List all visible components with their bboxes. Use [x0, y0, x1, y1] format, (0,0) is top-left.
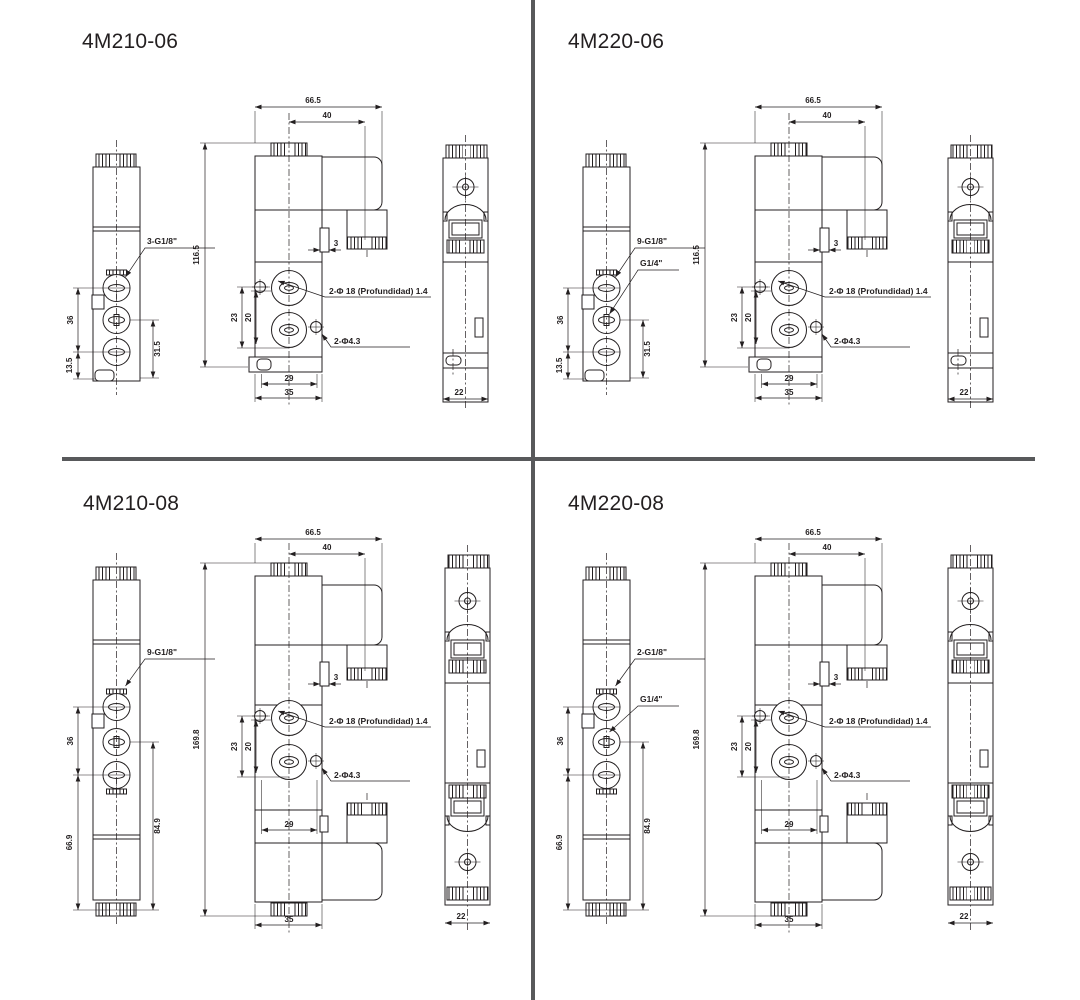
model-title-4m220-08: 4M220-08 — [568, 492, 665, 515]
dim-end-width: 22 — [456, 912, 466, 921]
dim-coil-width: 40 — [822, 111, 832, 120]
side-view — [192, 96, 431, 405]
dim-port-span: 36 — [66, 315, 75, 325]
dim-hole-span-inner: 20 — [744, 742, 753, 751]
model-title-4m210-06: 4M210-06 — [82, 30, 179, 53]
end-view — [445, 545, 490, 932]
dim-end-width: 22 — [959, 912, 969, 921]
port-label: 3-G1/8" — [147, 236, 178, 246]
mount-holes-note: 2-Φ4.3 — [334, 336, 361, 346]
port-label-2: G1/4" — [640, 694, 663, 704]
counterbore-note: 2-Φ 18 (Profundidad) 1.4 — [829, 716, 928, 726]
front-view — [65, 140, 215, 395]
counterbore-note: 2-Φ 18 (Profundidad) 1.4 — [329, 286, 428, 296]
dim-hole-span-inner: 20 — [244, 742, 253, 751]
dim-total-height: 116.5 — [692, 245, 701, 265]
dim-hole-span-inner: 20 — [744, 313, 753, 322]
dim-port-span: 36 — [66, 736, 75, 746]
dim-port-height: 84.9 — [643, 818, 652, 834]
mount-holes-note: 2-Φ4.3 — [834, 336, 861, 346]
side-view — [192, 528, 431, 933]
dim-body-width: 35 — [784, 915, 794, 924]
model-title-4m210-08: 4M210-08 — [83, 492, 180, 515]
dim-end-width: 22 — [959, 388, 969, 397]
dim-hole-span-outer: 23 — [730, 313, 739, 322]
dim-port-spacing: 29 — [284, 374, 294, 383]
dim-coil-width: 40 — [322, 111, 332, 120]
dim-body-width: 35 — [284, 388, 294, 397]
dim-tab: 3 — [333, 673, 339, 682]
port-label-2: G1/4" — [640, 258, 663, 268]
dim-body-width: 35 — [784, 388, 794, 397]
end-view — [443, 135, 488, 410]
dim-port-height: 31.5 — [153, 341, 162, 357]
mount-holes-note: 2-Φ4.3 — [334, 770, 361, 780]
dim-port-height: 31.5 — [643, 341, 652, 357]
model-title-4m220-06: 4M220-06 — [568, 30, 665, 53]
dim-port-span: 36 — [556, 315, 565, 325]
dim-hole-span-inner: 20 — [244, 313, 253, 322]
drawing-4M220-08 — [555, 528, 993, 933]
dim-total-width: 66.5 — [805, 96, 821, 105]
dim-port-spacing: 29 — [784, 820, 794, 829]
end-view — [948, 135, 993, 410]
dim-port-spacing: 29 — [784, 374, 794, 383]
dim-port-height: 84.9 — [153, 818, 162, 834]
counterbore-note: 2-Φ 18 (Profundidad) 1.4 — [329, 716, 428, 726]
dim-port-spacing: 29 — [284, 820, 294, 829]
port-label: 2-G1/8" — [637, 647, 668, 657]
dim-port-span: 36 — [556, 736, 565, 746]
dim-hole-span-outer: 23 — [230, 742, 239, 751]
dim-total-height: 169.8 — [192, 729, 201, 750]
mount-holes-note: 2-Φ4.3 — [834, 770, 861, 780]
dim-bottom-offset: 66.9 — [65, 834, 74, 851]
dim-total-width: 66.5 — [805, 528, 821, 537]
drawing-4M220-06 — [555, 96, 993, 410]
dim-total-width: 66.5 — [305, 96, 321, 105]
dim-tab: 3 — [833, 673, 839, 682]
dim-total-width: 66.5 — [305, 528, 321, 537]
dim-tab: 3 — [833, 239, 839, 248]
counterbore-note: 2-Φ 18 (Profundidad) 1.4 — [829, 286, 928, 296]
dim-total-height: 169.8 — [692, 729, 701, 750]
port-label: 9-G1/8" — [637, 236, 668, 246]
dim-coil-width: 40 — [822, 543, 832, 552]
dim-total-height: 116.5 — [192, 245, 201, 265]
dim-hole-span-outer: 23 — [730, 742, 739, 751]
dim-coil-width: 40 — [322, 543, 332, 552]
drawing-4M210-06 — [65, 96, 488, 410]
dim-hole-span-outer: 23 — [230, 313, 239, 322]
dim-bottom-offset: 13.5 — [555, 357, 564, 374]
side-view — [692, 528, 931, 933]
dim-bottom-offset: 66.9 — [555, 834, 564, 851]
end-view — [948, 545, 993, 932]
front-view — [555, 140, 705, 395]
dim-end-width: 22 — [454, 388, 464, 397]
front-view — [555, 553, 705, 924]
dim-bottom-offset: 13.5 — [65, 357, 74, 374]
port-label: 9-G1/8" — [147, 647, 178, 657]
dim-body-width: 35 — [284, 915, 294, 924]
side-view — [692, 96, 931, 405]
drawing-4M210-08 — [65, 528, 490, 933]
dim-tab: 3 — [333, 239, 339, 248]
